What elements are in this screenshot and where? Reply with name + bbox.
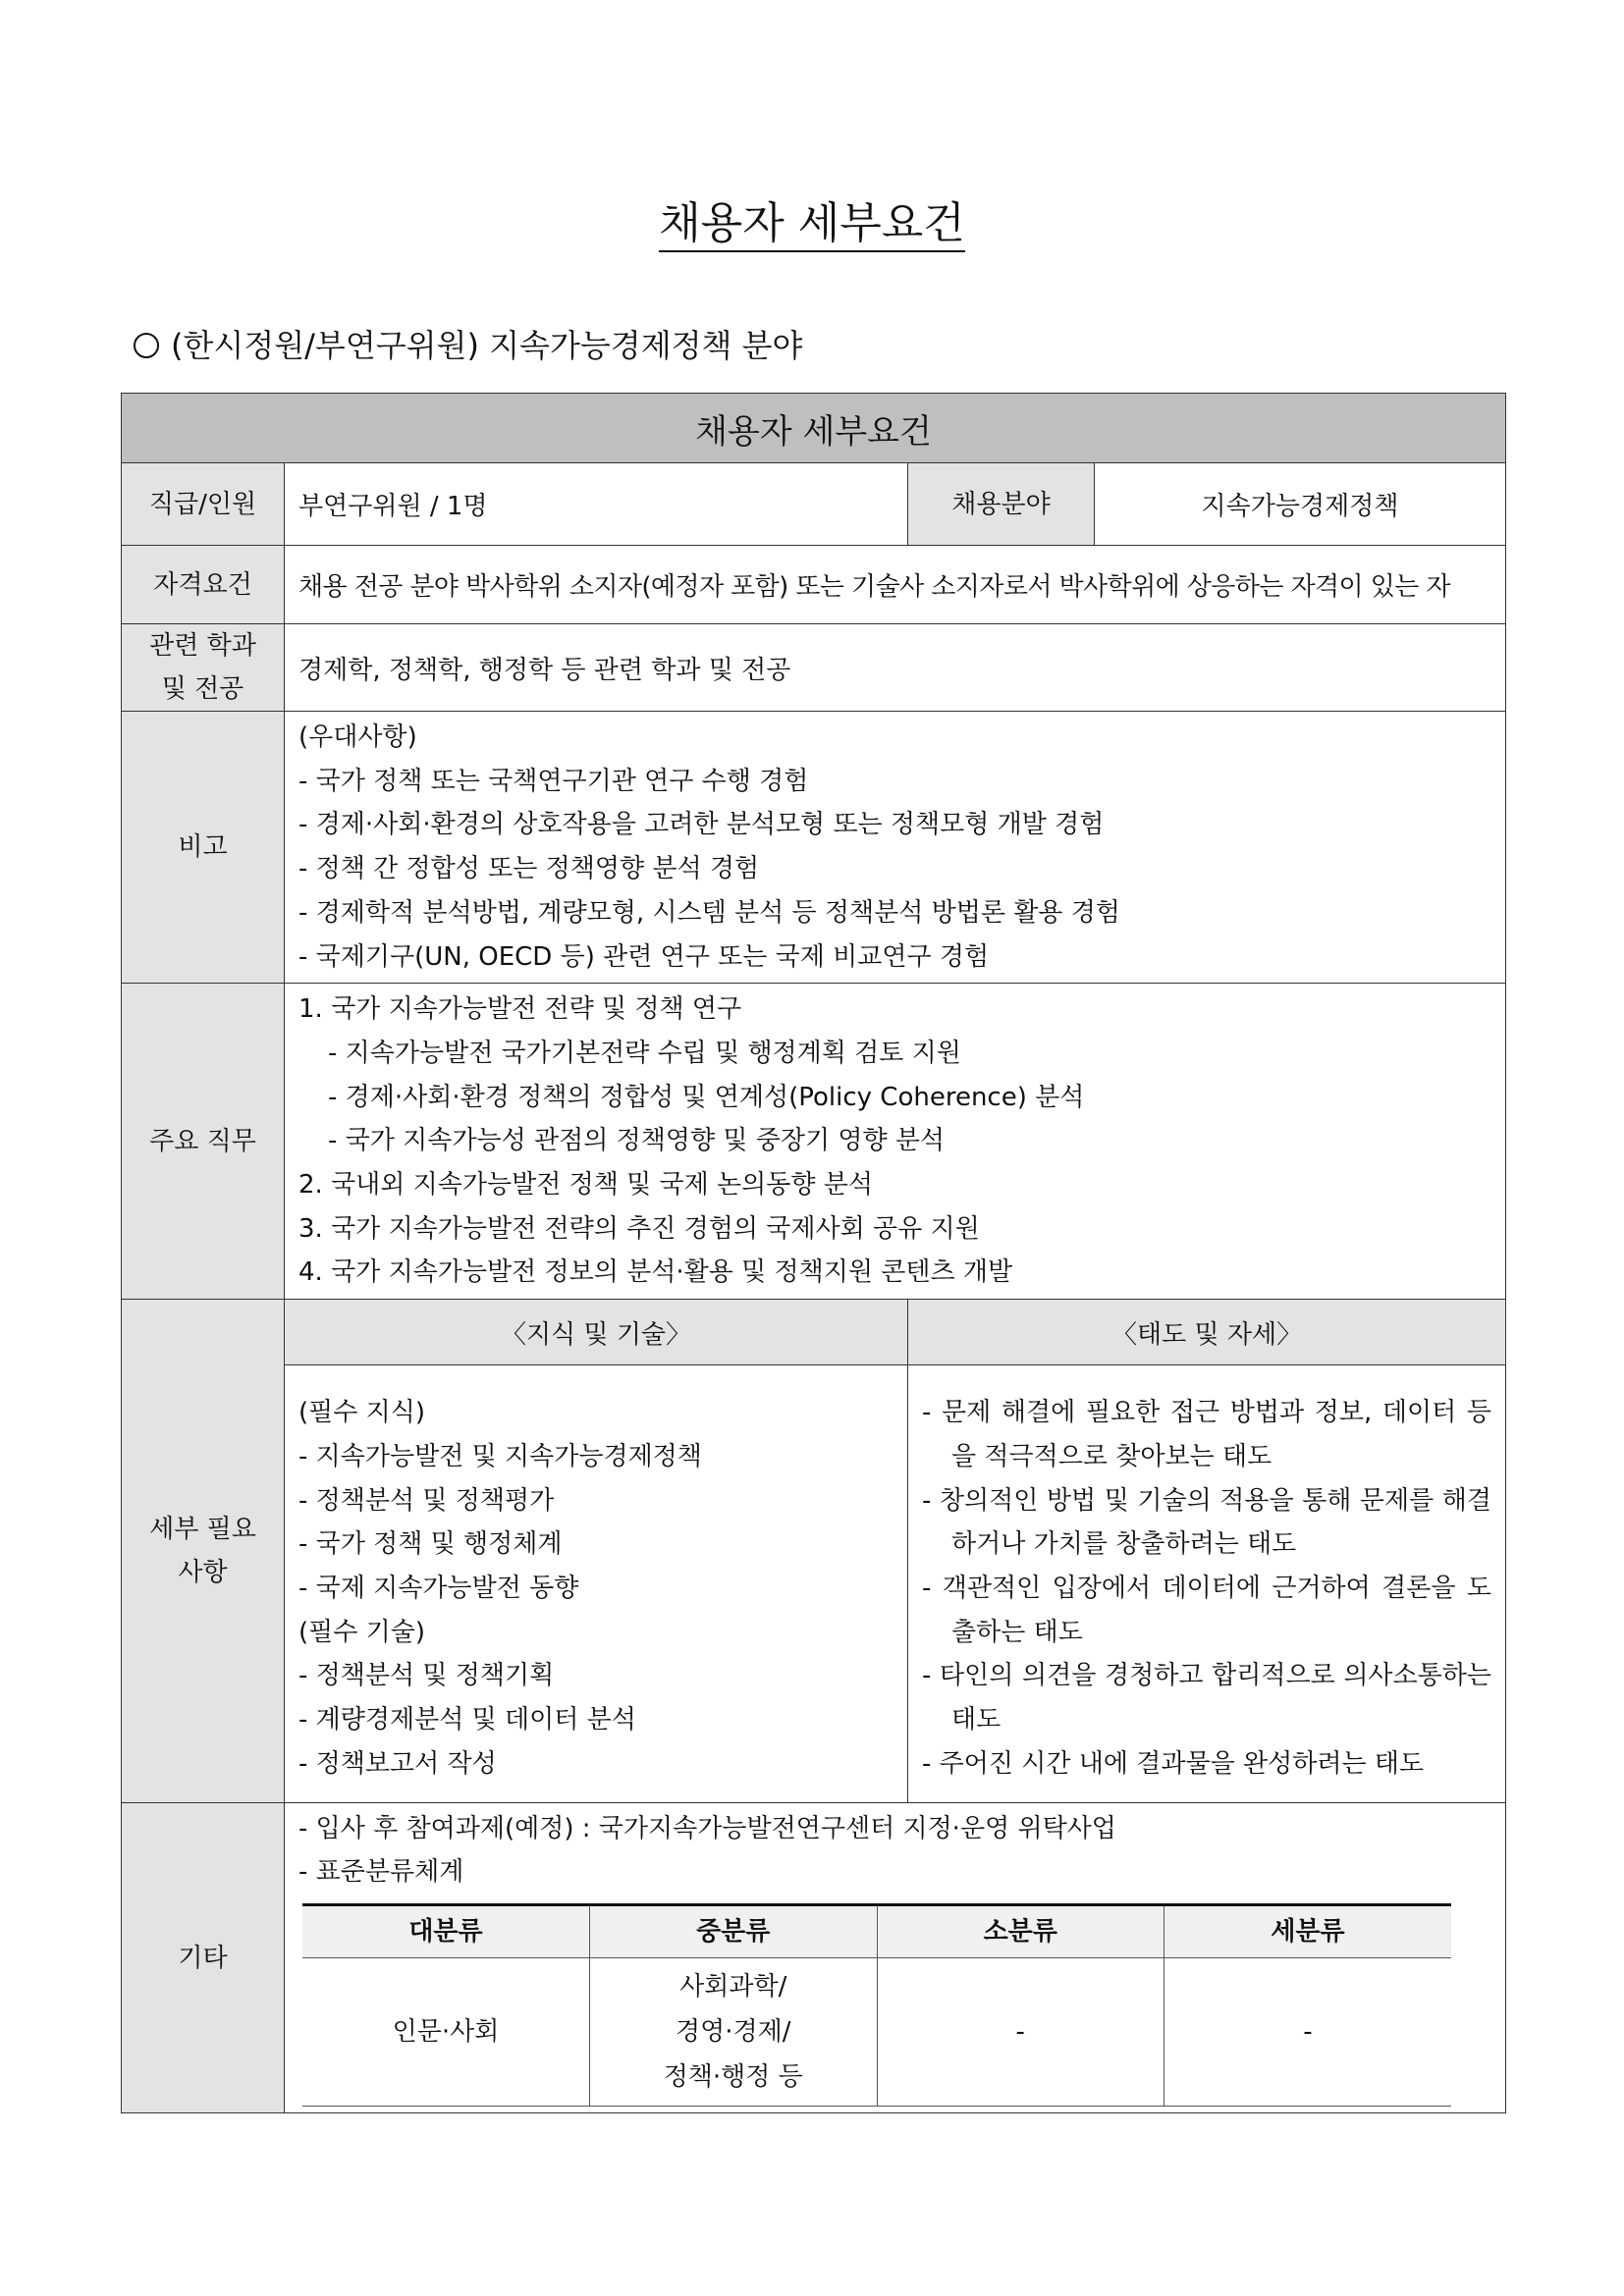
position-label: 직급/인원 <box>122 463 285 546</box>
attitude-content <box>908 1365 1506 1803</box>
duties-label: 주요 직무 <box>122 984 285 1300</box>
duty-line: 4. 국가 지속가능발전 정보의 분석·활용 및 정책지원 콘텐츠 개발 <box>298 1257 1013 1288</box>
classification-middle: 사회과학/ 경영·경제/ 정책·행정 등 <box>590 1958 878 2107</box>
duty-line: - 지속가능발전 국가기본전략 수립 및 행정계획 검토 지원 <box>328 1038 961 1068</box>
duty-line: 3. 국가 지속가능발전 전략의 추진 경험의 국제사회 공유 지원 <box>298 1213 980 1244</box>
remarks-content <box>285 712 1506 984</box>
knowledge-line: - 지속가능발전 및 지속가능경제정책 <box>298 1441 702 1471</box>
remarks-line: (우대사항) <box>298 722 417 752</box>
details-label: 세부 필요 사항 <box>122 1300 285 1803</box>
field-value: 지속가능경제정책 <box>1095 463 1506 546</box>
qualification-label: 자격요건 <box>122 546 285 624</box>
qualification-value: 채용 전공 분야 박사학위 소지자(예정자 포함) 또는 기술사 소지자로서 박사학위에 상응하는 자격이 있는 자 <box>285 546 1506 624</box>
requirements-table <box>121 393 1506 2113</box>
knowledge-line: - 정책분석 및 정책평가 <box>298 1485 555 1516</box>
field-label: 채용분야 <box>908 463 1095 546</box>
duties-content <box>285 984 1506 1300</box>
major-value: 경제학, 정책학, 행정학 등 관련 학과 및 전공 <box>285 624 1506 712</box>
other-line: - 입사 후 참여과제(예정) : 국가지속가능발전연구센터 지정·운영 위탁사업 <box>298 1814 1116 1844</box>
attitude-item: - 타인의 의견을 경청하고 합리적으로 의사소통하는 태도 <box>922 1661 1492 1735</box>
duty-line: 2. 국내외 지속가능발전 정책 및 국제 논의동향 분석 <box>298 1170 873 1201</box>
classification-minor: - <box>877 1958 1164 2107</box>
classification-header: 중분류 <box>590 1905 878 1958</box>
attitude-item: - 객관적인 입장에서 데이터에 근거하여 결론을 도출하는 태도 <box>922 1573 1492 1647</box>
remarks-line: - 국가 정책 또는 국책연구기관 연구 수행 경험 <box>298 766 809 796</box>
attitude-item: - 문제 해결에 필요한 접근 방법과 정보, 데이터 등을 적극적으로 찾아보는 태도 <box>922 1398 1492 1471</box>
classification-detail: - <box>1164 1958 1452 2107</box>
remarks-label: 비고 <box>122 712 285 984</box>
classification-header: 소분류 <box>877 1905 1164 1958</box>
major-label: 관련 학과 및 전공 <box>122 624 285 712</box>
classification-table <box>302 1903 1451 2107</box>
knowledge-line: (필수 지식) <box>298 1398 426 1428</box>
knowledge-line: - 국가 정책 및 행정체계 <box>298 1529 563 1560</box>
remarks-line: - 정책 간 정합성 또는 정책영향 분석 경험 <box>298 854 760 884</box>
knowledge-line: - 국제 지속가능발전 동향 <box>298 1573 579 1603</box>
circle-bullet-icon <box>134 333 159 358</box>
knowledge-line: (필수 기술) <box>298 1617 426 1647</box>
attitude-header: 〈태도 및 자세〉 <box>908 1300 1506 1365</box>
classification-header: 세분류 <box>1164 1905 1452 1958</box>
page-title: 채용자 세부요건 <box>0 194 1624 253</box>
duty-line: - 국가 지속가능성 관점의 정책영향 및 중장기 영향 분석 <box>328 1126 946 1156</box>
classification-major: 인문·사회 <box>302 1958 590 2107</box>
remarks-line: - 경제·사회·환경의 상호작용을 고려한 분석모형 또는 정책모형 개발 경험 <box>298 810 1105 840</box>
attitude-item: - 주어진 시간 내에 결과물을 완성하려는 태도 <box>922 1748 1425 1779</box>
attitude-item: - 창의적인 방법 및 기술의 적용을 통해 문제를 해결하거나 가치를 창출하려는 태도 <box>922 1485 1492 1560</box>
duty-line: 1. 국가 지속가능발전 전략 및 정책 연구 <box>298 994 742 1025</box>
duty-line: - 경제·사회·환경 정책의 정합성 및 연계성(Policy Coherence) 분석 <box>328 1082 1085 1112</box>
knowledge-line: - 정책보고서 작성 <box>298 1748 497 1779</box>
knowledge-line: - 계량경제분석 및 데이터 분석 <box>298 1705 636 1735</box>
other-line: - 표준분류체계 <box>298 1857 464 1888</box>
knowledge-header: 〈지식 및 기술〉 <box>285 1300 908 1365</box>
knowledge-content <box>285 1365 908 1803</box>
classification-header: 대분류 <box>302 1905 590 1958</box>
other-label: 기타 <box>122 1803 285 2113</box>
knowledge-line: - 정책분석 및 정책기획 <box>298 1661 555 1691</box>
position-value: 부연구위원 / 1명 <box>285 463 908 546</box>
section-heading: (한시정원/부연구위원) 지속가능경제정책 분야 <box>134 324 802 367</box>
remarks-line: - 경제학적 분석방법, 계량모형, 시스템 분석 등 정책분석 방법론 활용 경험 <box>298 897 1120 928</box>
remarks-line: - 국제기구(UN, OECD 등) 관련 연구 또는 국제 비교연구 경험 <box>298 941 990 972</box>
other-content <box>285 1803 1506 2113</box>
table-header: 채용자 세부요건 <box>122 394 1506 463</box>
